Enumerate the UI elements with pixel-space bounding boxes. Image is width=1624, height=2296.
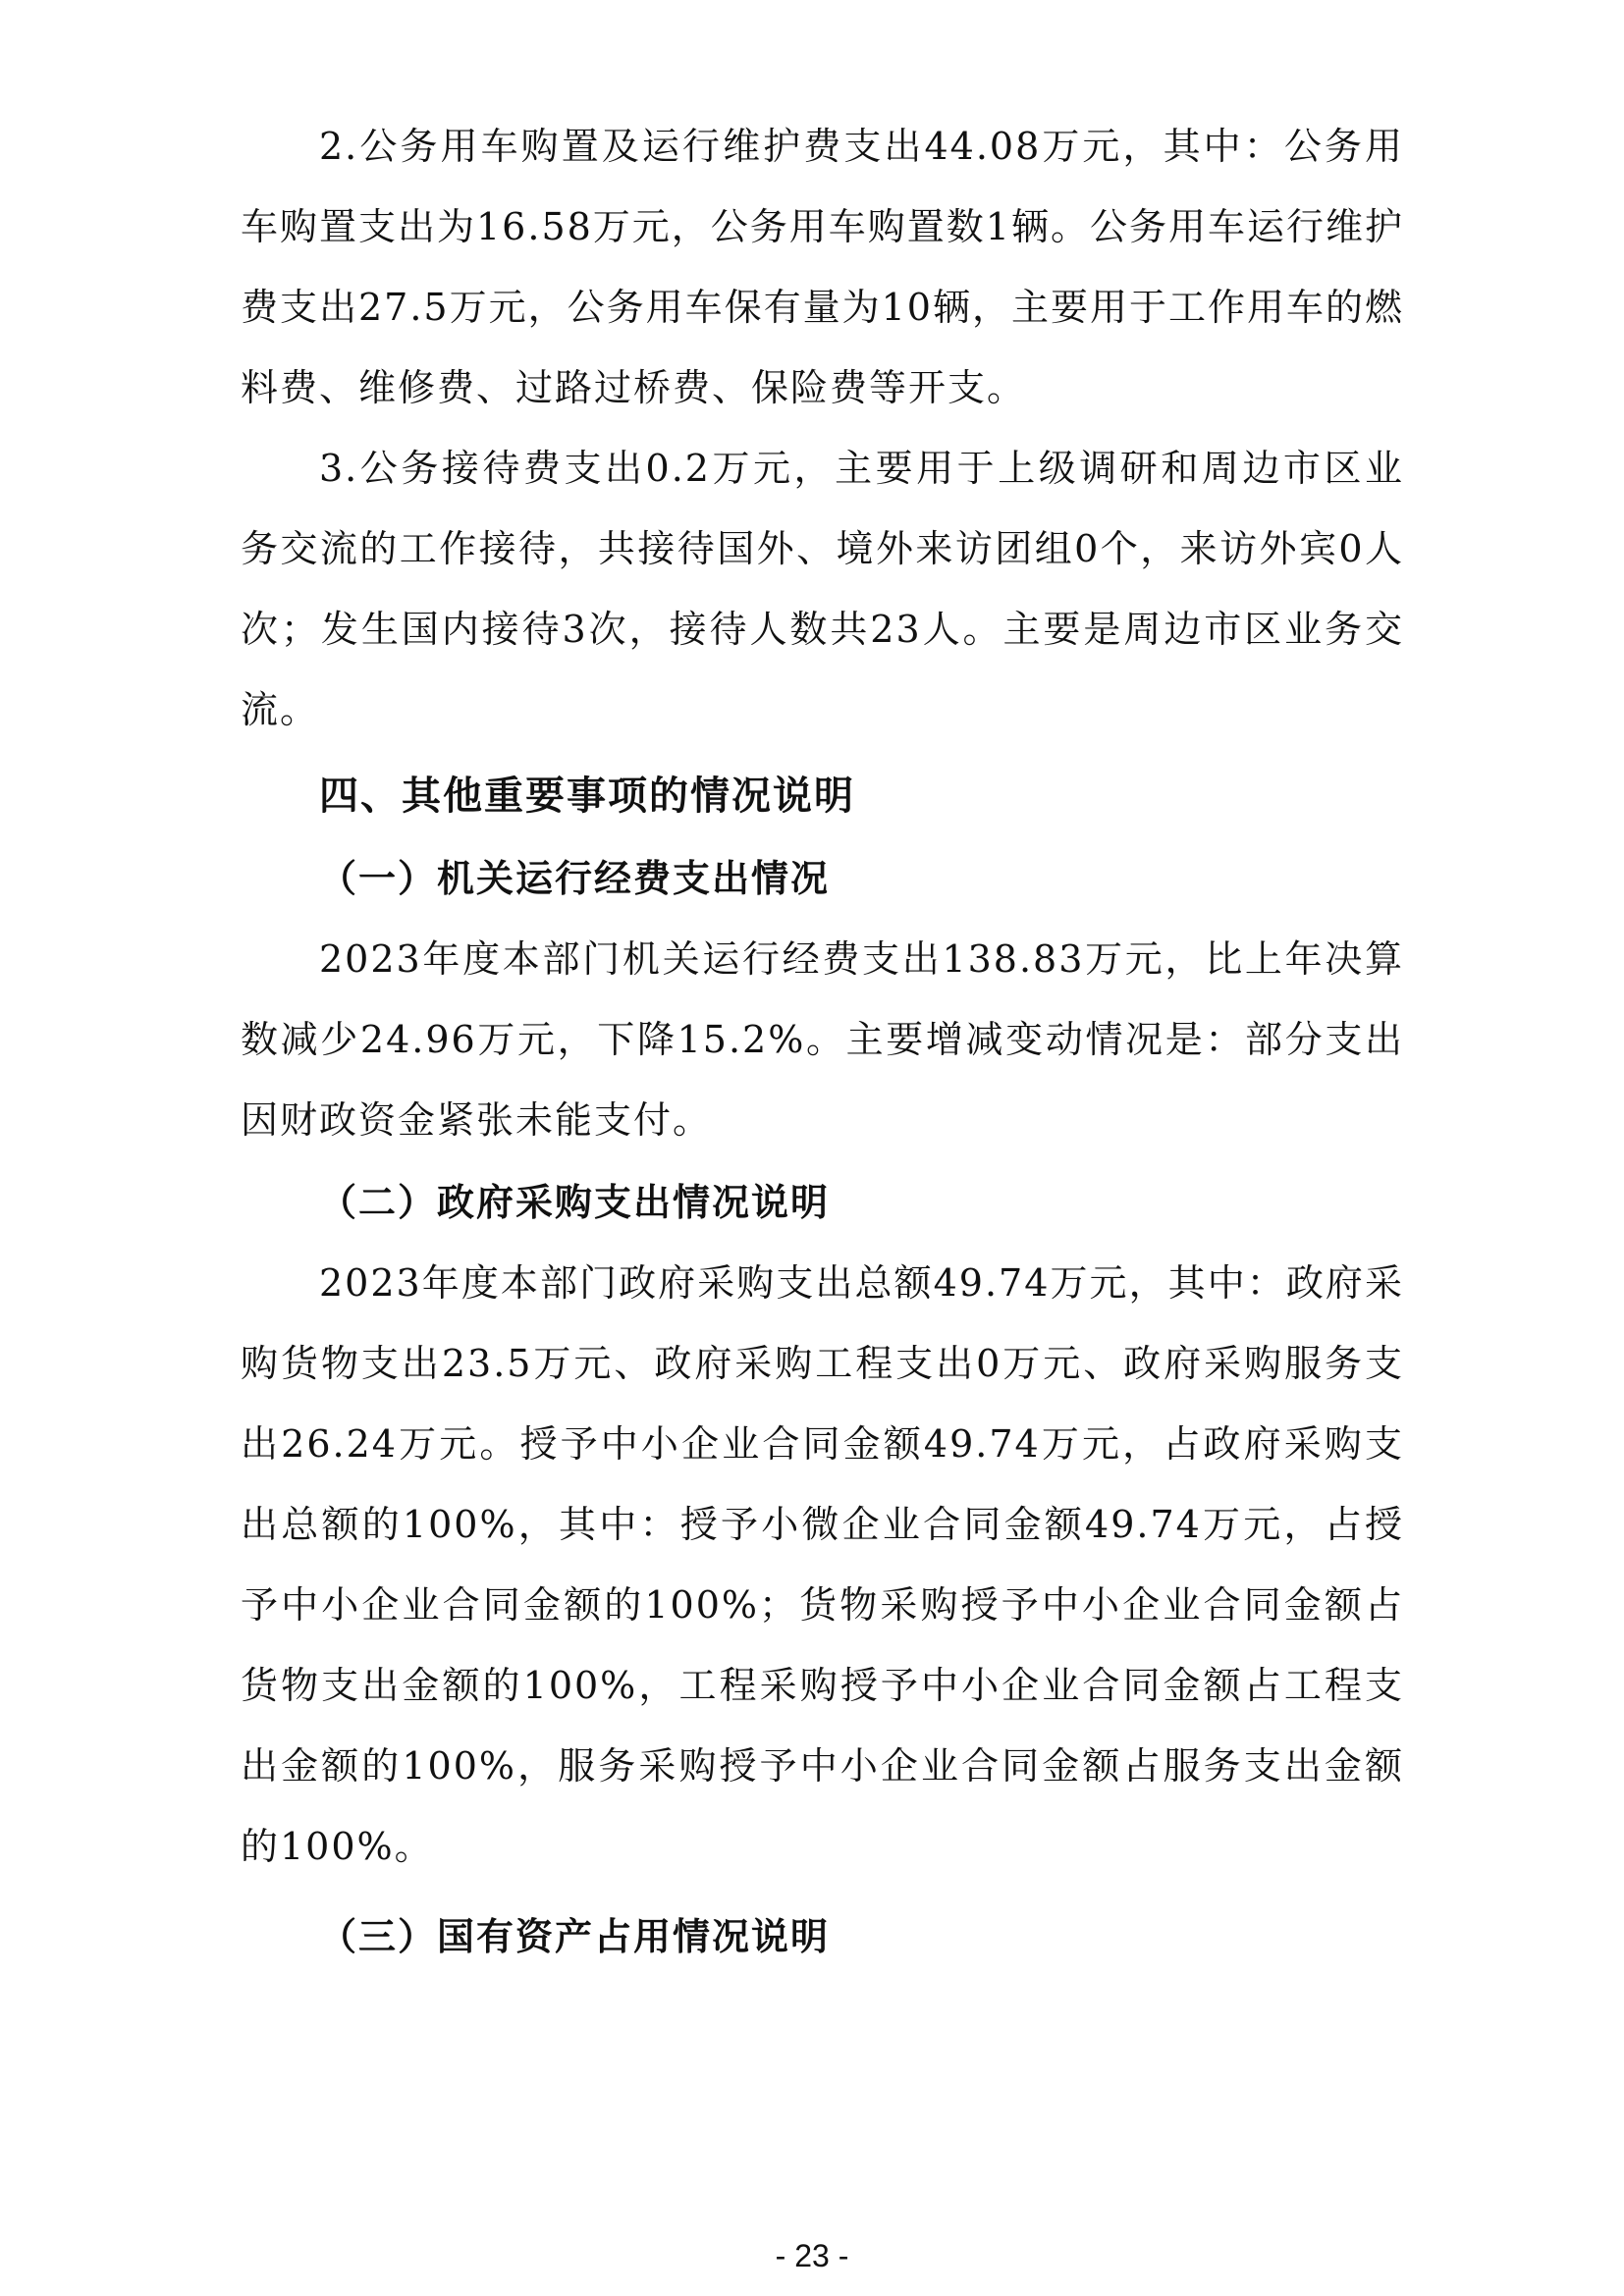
- document-body: [241, 106, 1404, 1977]
- section-heading-other-matters: 四、其他重要事项的情况说明: [319, 774, 855, 819]
- subsection-heading-state-assets: （三）国有资产占用情况说明: [319, 1915, 831, 1958]
- subsection-heading-operating-expenses: （一）机关运行经费支出情况: [319, 857, 831, 900]
- paragraph-vehicle-expenses: 2.公务用车购置及运行维护费支出44.08万元，其中：公务用车购置支出为16.58万元，公务用车购置数1辆。公务用车运行维护费支出27.5万元，公务用车保有量为10辆，主要用于工作用车的燃料费、维修费、过路过桥费、保险费等开支。: [241, 125, 1404, 409]
- paragraph-operating-expenses: 2023年度本部门机关运行经费支出138.83万元，比上年决算数减少24.96万元，下降15.2%。主要增减变动情况是：部分支出因财政资金紧张未能支付。: [241, 937, 1404, 1142]
- page-number: - 23 -: [775, 2238, 849, 2273]
- subsection-heading-government-procurement: （二）政府采购支出情况说明: [319, 1181, 831, 1224]
- paragraph-government-procurement: 2023年度本部门政府采购支出总额49.74万元，其中：政府采购货物支出23.5万元、政府采购工程支出0万元、政府采购服务支出26.24万元。授予中小企业合同金额49.74万元，占政府采购支出总额的100%，其中：授予小微企业合同金额49.74万元，占授予中小企业合同金额的100%；货物采购授予中小企业合同金额占货物支出金额的100%，工程采购授予中小企业合同金额占工程支出金额的100%，服务采购授予中小企业合同金额占服务支出金额的100%。: [241, 1261, 1404, 1868]
- paragraph-reception-expenses: 3.公务接待费支出0.2万元，主要用于上级调研和周边市区业务交流的工作接待，共接待国外、境外来访团组0个，来访外宾0人次；发生国内接待3次，接待人数共23人。主要是周边市区业务交流。: [241, 447, 1404, 731]
